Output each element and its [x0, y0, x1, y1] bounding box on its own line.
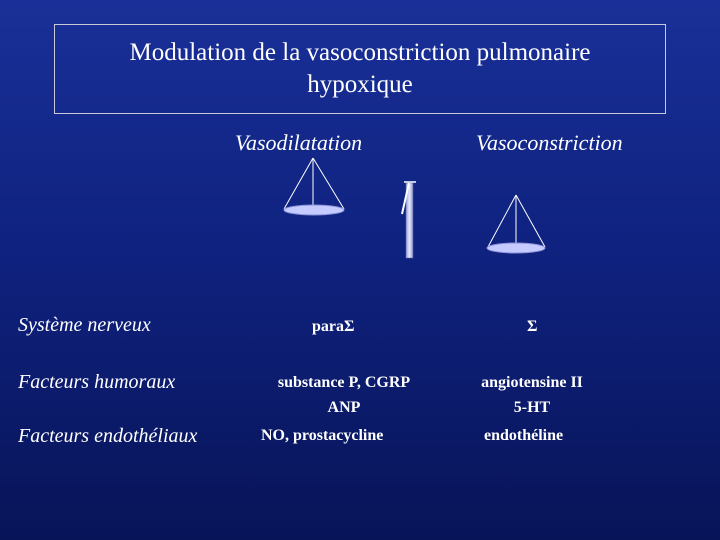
row-label-facteurs-endotheliaux: Facteurs endothéliaux [18, 425, 198, 447]
title-line-2: hypoxique [307, 71, 413, 98]
cell-humoraux-vasodilatation-line1: substance P, CGRP [277, 374, 411, 391]
column-heading-vasoconstriction: Vasoconstriction [476, 130, 623, 155]
right-pan [487, 195, 545, 253]
cell-humoraux-vasodilatation-line2: ANP [327, 399, 361, 416]
cell-humoraux-vasoconstriction-line1: angiotensine II [481, 374, 583, 391]
left-pan [284, 158, 344, 215]
cell-nerveux-vasodilatation: paraΣ [312, 318, 355, 335]
row-label-facteurs-humoraux: Facteurs humoraux [18, 371, 176, 393]
row-label-systeme-nerveux: Système nerveux [18, 314, 151, 336]
title-line-1: Modulation de la vasoconstriction pulmonaire [129, 39, 591, 66]
cell-endotheliaux-vasodilatation: NO, prostacycline [261, 427, 384, 444]
cell-endotheliaux-vasoconstriction: endothéline [484, 427, 564, 444]
cell-nerveux-vasoconstriction: Σ [527, 318, 538, 335]
cell-humoraux-vasoconstriction-line2: 5-HT [513, 399, 551, 416]
column-heading-vasodilatation: Vasodilatation [235, 130, 363, 155]
